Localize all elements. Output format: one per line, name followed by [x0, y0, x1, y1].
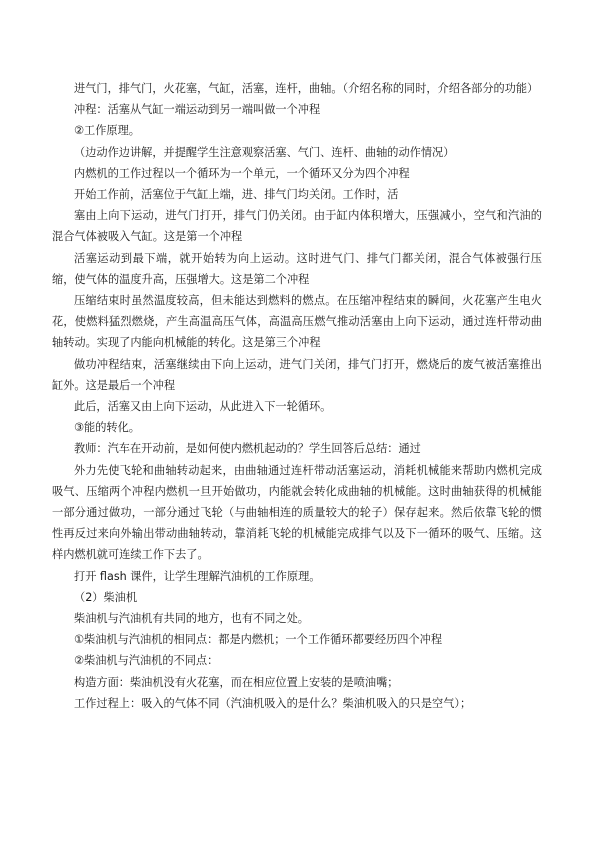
paragraph-diesel-heading: （2）柴油机	[74, 590, 138, 604]
paragraph-teacher-question: 教师：汽车在开动前，是如何使内燃机起动的？学生回答后总结：通过	[74, 442, 421, 456]
paragraph-engine-parts: 进气门，排气门，火花塞，气缸，活塞，连杆，曲轴。（介绍名称的同时，介绍各部分的功能）	[74, 82, 539, 95]
paragraph-flash-courseware: 打开 flash 课件，让学生理解汽油机的工作原理。	[74, 569, 321, 583]
paragraph-power-stroke: 压缩结束时虽然温度较高，但未能达到燃料的燃点。在压缩冲程结束的瞬间，火花塞产生电火花，使燃料猛烈燃烧，产生高温高压气体，高温高压燃气推动活塞由上向下运动，通过连杆带动曲轴转动。实现了内能向机械能的转化。这是第三个冲程	[52, 294, 542, 350]
paragraph-flywheel-explanation: 外力先使飞轮和曲轴转动起来，由曲轴通过连杆带动活塞运动，消耗机械能来帮助内燃机完成吸气、压缩两个冲程内燃机一旦开始做功，内能就会转化成曲轴的机械能。这时曲轴获得的机械能一部分通过做功，一部分通过飞轮（与曲轴相连的质量较大的轮子）保存起来。然后依靠飞轮的惯性再反过来向外输出带动曲轴转动，靠消耗飞轮的机械能完成排气以及下一循环的吸气、压缩。这样内燃机就可连续工作下去了。	[52, 463, 542, 562]
paragraph-process-difference: 工作过程上：吸入的气体不同（汽油机吸入的是什么？柴油机吸入的只是空气）；	[74, 696, 472, 710]
paragraph-intake-stroke: 塞由上向下运动，进气门打开，排气门仍关闭。由于缸内体积增大，压强减小，空气和汽油的混合气体被吸入气缸。这是第一个冲程	[52, 209, 542, 244]
document-body	[52, 78, 542, 714]
paragraph-working-principle-heading: ②工作原理。	[74, 124, 140, 138]
paragraph-start-position: 开始工作前，活塞位于气缸上端，进、排气门均关闭。工作时，活	[74, 188, 399, 202]
paragraph-structure-difference: 构造方面：柴油机没有火花塞，而在相应位置上安装的是喷油嘴；	[74, 675, 399, 689]
paragraph-cycle-intro: 内燃机的工作过程以一个循环为一个单元，一个循环又分为四个冲程	[74, 166, 410, 180]
paragraph-diesel-intro: 柴油机与汽油机有共同的地方，也有不同之处。	[74, 612, 309, 626]
paragraph-energy-conversion-heading: ③能的转化。	[74, 421, 140, 435]
paragraph-stroke-definition: 冲程：活塞从气缸一端运动到另一端叫做一个冲程	[74, 103, 321, 117]
paragraph-demo-note: （边动作边讲解，并提醒学生注意观察活塞、气门、连杆、曲轴的动作情况）	[74, 145, 455, 159]
paragraph-similarities: ①柴油机与汽油机的相同点：都是内燃机；一个工作循环都要经历四个冲程	[74, 633, 443, 647]
paragraph-next-cycle: 此后，活塞又由上向下运动，从此进入下一轮循环。	[74, 400, 332, 414]
paragraph-exhaust-stroke: 做功冲程结束，活塞继续由下向上运动，进气门关闭，排气门打开，燃烧后的废气被活塞推出缸外。这是最后一个冲程	[52, 357, 542, 392]
paragraph-differences-heading: ②柴油机与汽油机的不同点：	[74, 654, 219, 668]
paragraph-compression-stroke: 活塞运动到最下端，就开始转为向上运动。这时进气门、排气门都关闭，混合气体被强行压缩，使气体的温度升高，压强增大。这是第二个冲程	[52, 251, 542, 286]
